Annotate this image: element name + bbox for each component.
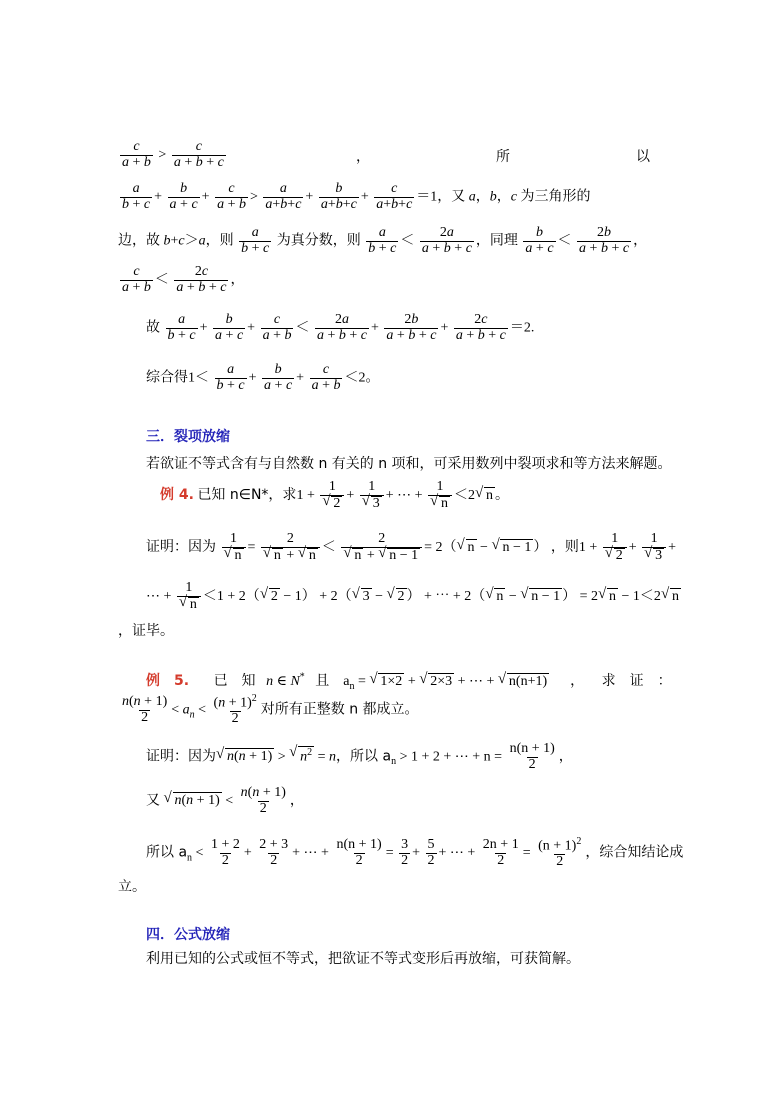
formula-line-3: 边，故 b+c＞a，则 $\frac{a}{b + c}$ 为真分数，则 $\frac{a}{b + c}$ ＜ $\frac{2a}{a + b + c}$ ，同理 $\frac{b}{a + c}$ ＜ $\frac{2b}{a + b + c}$ ， <box>118 225 648 256</box>
lt-two: ＜2 <box>344 370 366 386</box>
formula-line-1: $\frac{c}{a + b}$ > $\frac{c}{a + b + c}$ <box>122 139 224 170</box>
section-heading-4: 四．公式放缩 <box>146 927 230 943</box>
proof-5-conclusion: ，综合知结论成 <box>585 844 684 861</box>
section-heading-3: 三．裂项放缩 <box>146 429 230 445</box>
text-bian: 边，故 <box>118 232 160 249</box>
text-you: 又 <box>451 188 466 205</box>
proof-5-also: 又 <box>146 792 160 809</box>
example-4-end: 。 <box>495 486 510 503</box>
example-5-line: 例 5. 已 知 n ∈ N* 且 $a_n$ = √ 1×2 + √ 2×3 + ⋯ + √ n(n+1) ， 求 证 ： <box>146 670 672 692</box>
paragraph-4: 利用已知的公式或恒不等式，把欲证不等式变形后再放缩，可获简解。 <box>146 951 580 967</box>
text-proper-fraction: 为真分数，则 <box>276 232 361 249</box>
proof-4-line-2: ⋯ + 1 √ n ＜1 + 2（√ 2 − 1） + 2（√ 3 − √ 2 ） + ⋯ + 2（√ n − √ n − 1 ） = 2√ n − 1＜2√ n <box>146 581 681 612</box>
proof-4-line-1: 证明：因为 1 √ n = 2 √ n + √ n ＜ 2 √ n + √ n − 1 = 2（√ n − √ n − 1 ） ，则1 + 1 √ 2 + 1 √ 3 + <box>146 532 676 563</box>
proof-5-therefore: 所以 a <box>146 844 188 861</box>
proof-5-because: 证明：因为 <box>146 748 216 765</box>
example-4-lt2: ＜2 <box>454 487 476 503</box>
proof-end: ，证毕。 <box>118 623 174 639</box>
equals-one: ＝1 <box>416 189 438 205</box>
text-gu: 故 <box>146 319 160 336</box>
example-5-line-2: $\frac{n(n + 1)}{2}$ < $a_n$ < $\frac{(n + 1)^2}{2}$ 对所有正整数 n 都成立。 <box>122 693 419 727</box>
fraction: $\frac{c}{a + b + c}$ <box>173 139 224 170</box>
example-5-prove: 求 证 ： <box>601 673 672 689</box>
example-4-text: 已知 n∈N*，求 <box>197 486 297 503</box>
proof-5-line-1: 证明：因为√ n(n + 1) > √ $n^2 = n$，所以 $a_n > 1 + 2$ + ⋯ + n = $\frac{n(n + 1)}{2}$ ， <box>146 742 573 772</box>
text-triangle: 为三角形的 <box>520 188 591 205</box>
comma: ， <box>356 149 370 165</box>
formula-line-6: 综合得1＜ $\frac{a}{b + c}$ + $\frac{b}{a + c}$ + $\frac{c}{a + b}$ ＜2。 <box>146 362 380 393</box>
example-5-known: 已 知 <box>213 673 256 689</box>
proof-5-line-2: 又 √ n(n + 1) < $\frac{n(n + 1)}{2}$ ， <box>146 786 304 816</box>
text-suo: 所 <box>496 149 510 165</box>
formula-line-4: $\frac{c}{a + b}$ ＜ $\frac{2c}{a + b + c}$ ， <box>122 264 245 295</box>
example-5-label: 例 5. <box>146 673 190 689</box>
proof-5-so-a: ，所以 a <box>336 748 392 765</box>
formula-line-2: $\frac{a}{b + c}$ + $\frac{b}{a + c}$ + $\frac{c}{a + b}$ > $\frac{a}{a+b+c}$ + $\frac{b}{a+b+c}$ + $\frac{c}{a+b+c}$ ＝1，又 a，b，c 为三角形的 <box>122 181 591 212</box>
formula-line-5: 故 $\frac{a}{b + c}$ + $\frac{b}{a + c}$ + $\frac{c}{a + b}$ ＜ $\frac{2a}{a + b + c}$ + $\frac{2b}{a + b + c}$ + $\frac{2c}{a + b + c}$ ＝2. <box>146 312 535 343</box>
text-similarly: ，同理 <box>475 232 518 249</box>
period: 。 <box>365 369 380 386</box>
proof-because: 证明：因为 <box>146 538 216 555</box>
example-5-tail: 对所有正整数 n 都成立。 <box>260 701 419 718</box>
proof-5-end: 立。 <box>118 879 146 895</box>
text-combine: 综合得 <box>146 369 188 386</box>
one-lt: 1＜ <box>188 370 209 386</box>
equals-two: ＝2 <box>509 320 531 336</box>
proof-5-line-3: 所以 $a_n$ < $\frac{1 + 2}{2}$ + $\frac{2 + 3}{2}$ + ⋯ + $\frac{n(n + 1)}{2}$ = $\frac{3}{2}$ + $\frac{5}{2}$ + ⋯ + $\frac{2n + 1}{2}$ = $\frac{(n + 1)^2}{2}$ ，综合知结论成 <box>146 836 684 870</box>
text-then: ，则 <box>550 538 579 555</box>
example-5-and: 且 <box>315 673 330 689</box>
paragraph-3: 若欲证不等式含有与自然数 n 有关的 n 项和，可采用数列中裂项求和等方法来解题。 <box>146 456 672 472</box>
fraction: $\frac{c}{a + b}$ <box>122 139 151 170</box>
example-4-label: 例 4. <box>160 486 194 503</box>
text-yi: 以 <box>636 149 650 165</box>
example-4-line: 例 4. 已知 n∈N*，求1 + 1 √ 2 + 1 √ 3 + ⋯ + 1 √ n ＜2√ n 。 <box>160 480 509 511</box>
